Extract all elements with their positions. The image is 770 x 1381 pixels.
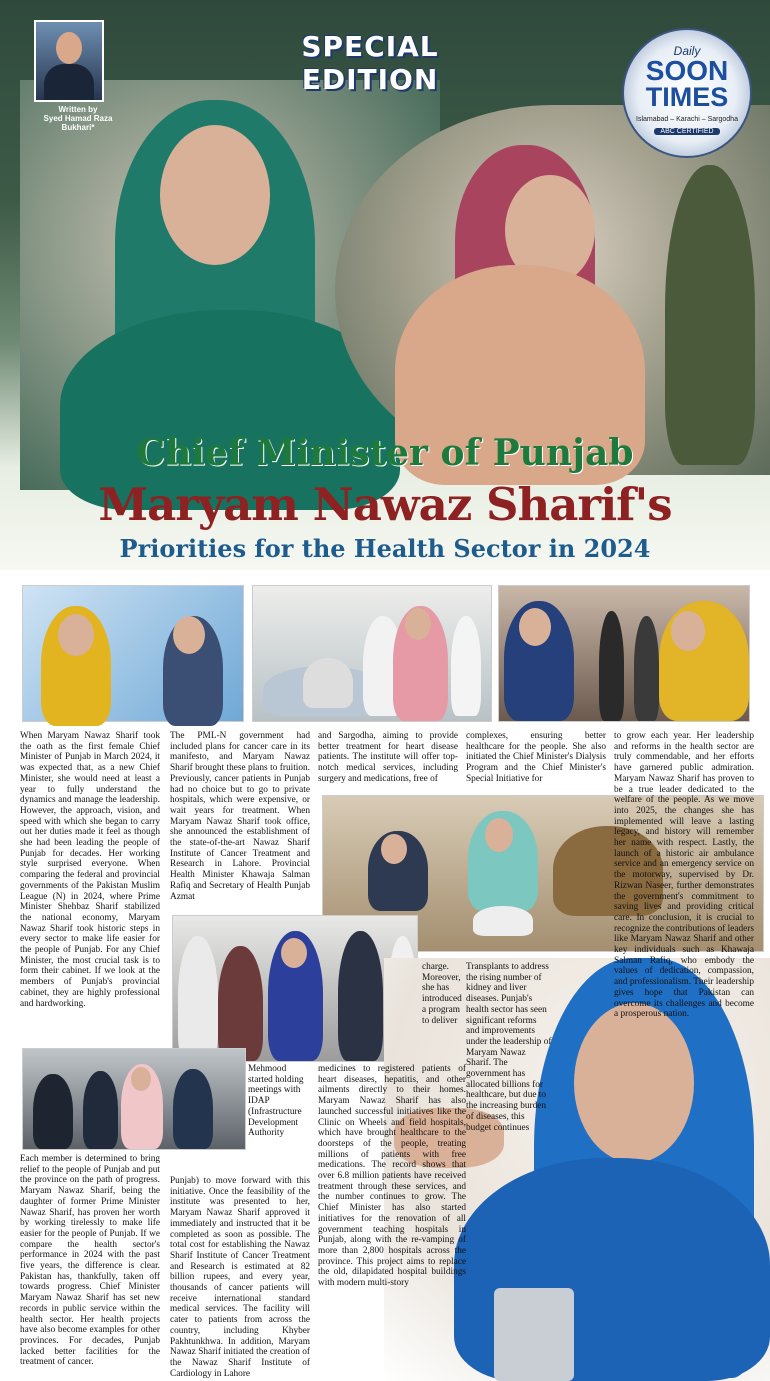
special-edition-title: SPECIAL EDITION <box>301 30 439 96</box>
logo-daily: Daily <box>673 44 701 58</box>
logo-soon: SOON <box>645 55 729 86</box>
photo-award <box>22 585 244 722</box>
article-col3-bottom: medicines to registered patients of heart diseases, hepatitis, and other ailments directly to their homes. Maryam Nawaz Sharif has also launched successful initiatives like the Clinic on Wheels and field hospitals, which have brought healthcare to the doorsteps of the people, treating millions of patients with free medications. The record shows that over 6.8 million patients have received treatment through these services, and the number continues to grow. The Chief Minister has also started initiatives for the renovation of all government teaching hospitals in Punjab, along with the re-vamping of more than 2,800 hospitals across the province. This project aims to replace the old, dilapidated hospital buildings with modern multi-story <box>318 1064 466 1289</box>
author-photo <box>34 20 104 102</box>
photo-facility-tour <box>172 915 418 1062</box>
article-col2-wrap: Mehmood started holding meetings with IDAP (Infrastructure Development Authority <box>248 1064 304 1139</box>
article-col3-wrap: charge. Moreover, she has introduced a program to deliver <box>422 962 462 1026</box>
photo-street-visit <box>498 585 750 722</box>
article-col4-top: complexes, ensuring better healthcare for the people. She also initiated the Chief Minister's Dialysis Program and the Chief Minister's Special Initiative for <box>466 731 606 784</box>
article-col1-bottom: Each member is determined to bring relief to the people of Punjab and put the province on the path of progress. Maryam Nawaz Sharif, being the daughter of former Prime Minister Nawaz Sharif, has proven her worth by working tirelessly to make life easier for the people of Punjab. If we compare the health sector's performance in 2024 with the past five years, the difference is clear. Pakistan has, thankfully, taken off towards progress. Chief Minister Maryam Nawaz Sharif has set new records in public service within the health sector. Her health projects have also become examples for other provinces. For decades, Punjab lacked better facilities for the treatment of cancer. <box>20 1154 160 1368</box>
photo-hospital-visit <box>252 585 492 722</box>
soon-times-logo <box>622 28 752 158</box>
hero-photo-right <box>335 105 770 475</box>
logo-cities: Islamabad – Karachi – Sargodha <box>636 116 738 123</box>
article-col4-wrap: Transplants to address the rising number of kidney and liver diseases. Punjab's health sector has seen significant reforms and improvements under the leadership of Maryam Nawaz Sharif. The government has allocated billions for healthcare, but due to the increasing burden of diseases, this budget continues <box>466 962 552 1133</box>
article-col5-top: to grow each year. Her leadership and reforms in the health sector are truly commendable, and her efforts have garnered public admiration. Maryam Nawaz Sharif has proven to be a true leader dedicated to the welfare of the people. As we move into 2025, the changes she has implemented will leave a lasting legacy, and history will remember her name with respect. Lastly, the launch of a historic air ambulance service and an emergency service on the motorway, supervised by Dr. Rizwan Naseer, further demonstrates the government's commitment to saving lives and providing critical care. In conclusion, it is crucial to recognize the contributions of leaders like Maryam Nawaz Sharif and other key individuals such as Khawaja Salman Rafiq, who embody the values of dedication, compassion, and professionalism. Their leadership gives hope that Pakistan can overcome its challenges and become a prosperous nation. <box>614 731 754 1020</box>
article-col1-top: When Maryam Nawaz Sharif took the oath as the first female Chief Minister of Punjab in March 2024, it was expected that, as a new Chief Minister, she would need at least a year to fully understand the dynamics and manage the leadership. However, the approach, vision, and speed with which she began to carry out her duties made it feel as though she had been leading the people of Punjab for decades. Her working style surprised everyone. When comparing the federal and provincial governments of the Pakistan Muslim League (N) in 2024, where Prime Minister Shehbaz Sharif stabilized the national economy, Maryam Nawaz Sharif took historic steps in every sector to make life easier for the people of Punjab. For any Chief Minister, the most crucial task is to form their cabinet. If we look at the members of Punjab's provincial cabinet, they are highly professional and hardworking. <box>20 731 160 1009</box>
article-col3-top: and Sargodha, aiming to provide better treatment for heart disease patients. The institute will offer top-notch medical services, including surgery and medications, free of <box>318 731 458 784</box>
author-name: Syed Hamad Raza Bukhari* <box>43 114 113 132</box>
headline-line1: Chief Minister of Punjab <box>136 432 634 474</box>
headline-line2: Maryam Nawaz Sharif's <box>98 478 672 531</box>
photo-inspection <box>22 1048 246 1150</box>
headline-line3: Priorities for the Health Sector in 2024 <box>119 534 651 563</box>
article-col2-top: The PML-N government had included plans for cancer care in its manifesto, and Maryam Nawaz Sharif brought these plans to fruition. Previously, cancer patients in Punjab had no choice but to go to private hospitals, which were expensive, or wait years for treatment. When Maryam Nawaz Sharif took office, she announced the establishment of the state-of-the-art Nawaz Sharif Institute of Cancer Treatment and Research in Lahore. Provincial Health Minister Khawaja Salman Rafiq and Secretary of Health Punjab Azmat <box>170 731 310 902</box>
logo-times: TIMES <box>645 82 729 112</box>
byline <box>28 105 128 132</box>
written-by-label: Written by <box>58 105 98 114</box>
article-col2-bottom: Punjab) to move forward with this initiative. Once the feasibility of the institute was presented to her, Maryam Nawaz Sharif approved it immediately and instructed that it be completed as soon as possible. The total cost for establishing the Nawaz Sharif Institute of Cancer Treatment and Research is estimated at 82 billion rupees, and every year, thousands of cancer patients will receive international standard medical services. The facility will cater to patients from across the country, including Khyber Pakhtunkhwa. In addition, Maryam Nawaz Sharif initiated the creation of the Nawaz Sharif Institute of Cardiology in Lahore <box>170 1176 310 1379</box>
logo-badge: ABC CERTIFIED <box>654 128 720 135</box>
